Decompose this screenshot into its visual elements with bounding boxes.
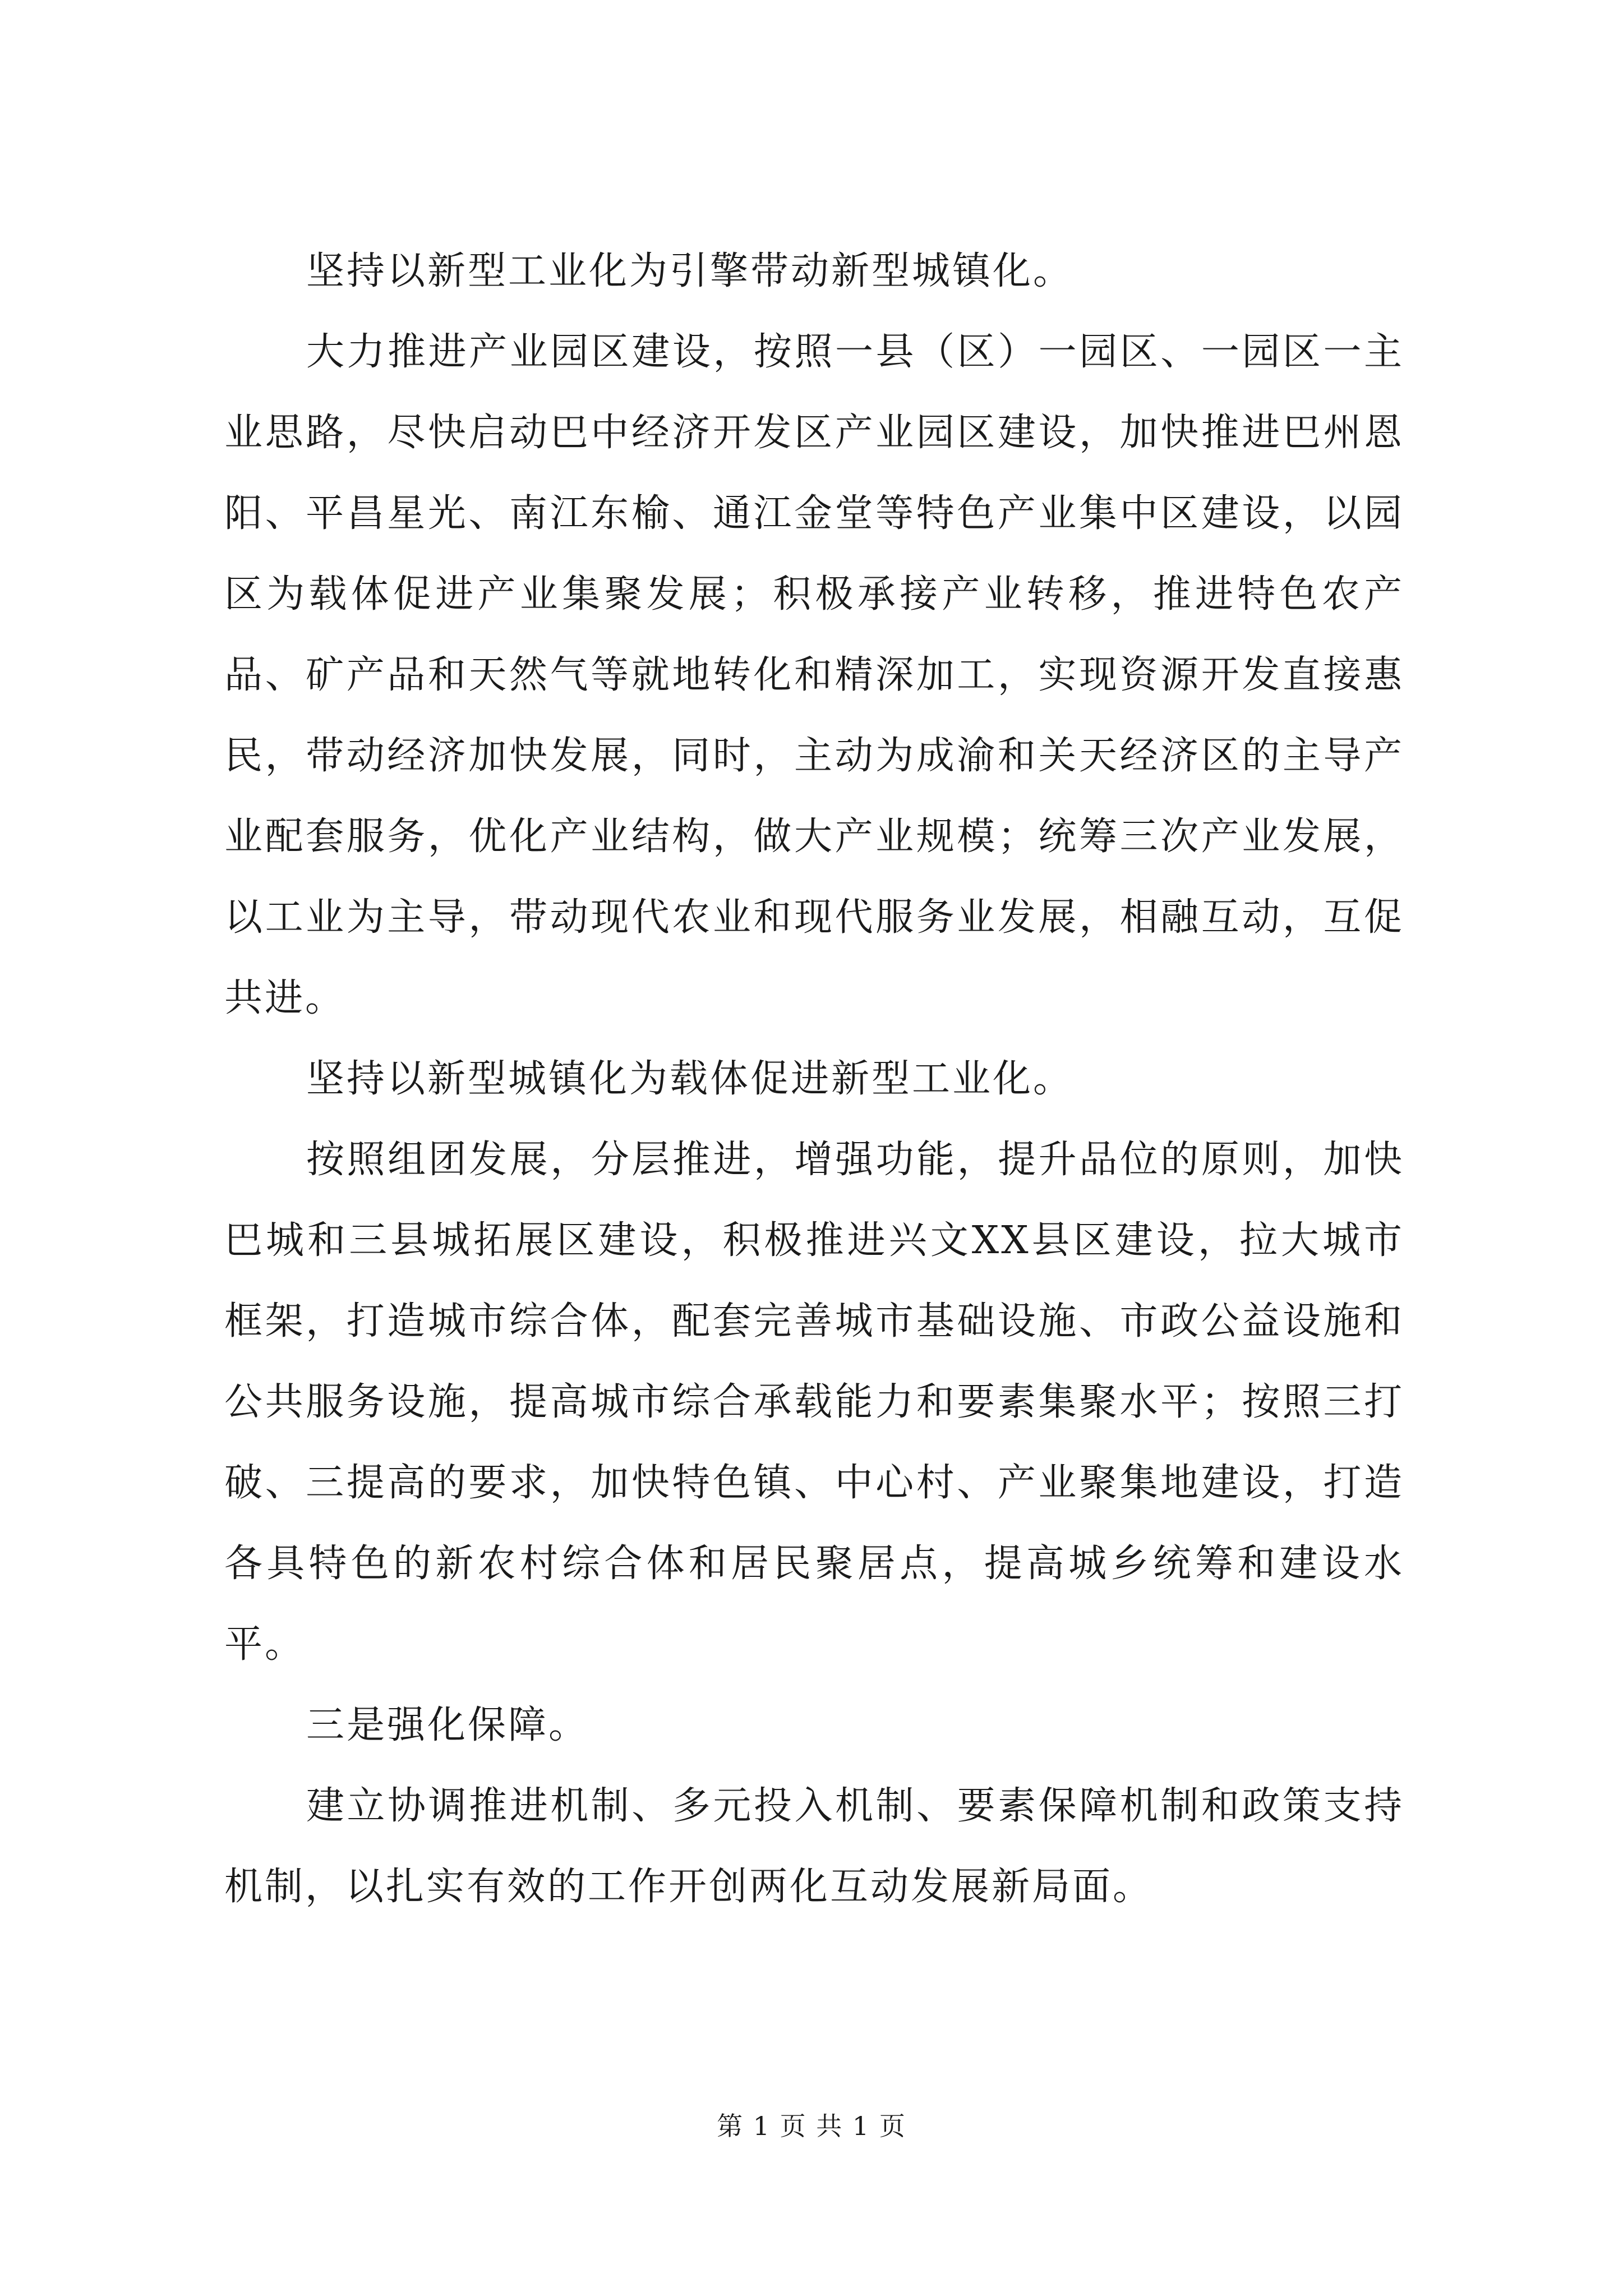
document-body — [224, 231, 1404, 1927]
paragraph-body-1: 大力推进产业园区建设，按照一县（区）一园区、一园区一主业思路，尽快启动巴中经济开发区产业园区建设，加快推进巴州恩阳、平昌星光、南江东榆、通江金堂等特色产业集中区建设，以园区为载体促进产业集聚发展；积极承接产业转移，推进特色农产品、矿产品和天然气等就地转化和精深加工，实现资源开发直接惠民，带动经济加快发展，同时，主动为成渝和关天经济区的主导产业配套服务，优化产业结构，做大产业规模；统筹三次产业发展，以工业为主导，带动现代农业和现代服务业发展，相融互动，互促共进。 — [224, 330, 1404, 1020]
paragraph-heading-1: 坚持以新型工业化为引擎带动新型城镇化。 — [306, 249, 1074, 293]
page-footer: 第 1 页 共 1 页 — [717, 2111, 906, 2141]
paragraph-heading-3: 三是强化保障。 — [306, 1703, 589, 1747]
paragraph-heading-2: 坚持以新型城镇化为载体促进新型工业化。 — [306, 1057, 1074, 1101]
paragraph-body-3: 建立协调推进机制、多元投入机制、要素保障机制和政策支持机制，以扎实有效的工作开创两化互动发展新局面。 — [224, 1784, 1404, 1909]
paragraph-body-2: 按照组团发展，分层推进，增强功能，提升品位的原则，加快巴城和三县城拓展区建设，积极推进兴文XX县区建设，拉大城市框架，打造城市综合体，配套完善城市基础设施、市政公益设施和公共服务设施，提高城市综合承载能力和要素集聚水平；按照三打破、三提高的要求，加快特色镇、中心村、产业聚集地建设，打造各具特色的新农村综合体和居民聚居点，提高城乡统筹和建设水平。 — [224, 1138, 1404, 1667]
